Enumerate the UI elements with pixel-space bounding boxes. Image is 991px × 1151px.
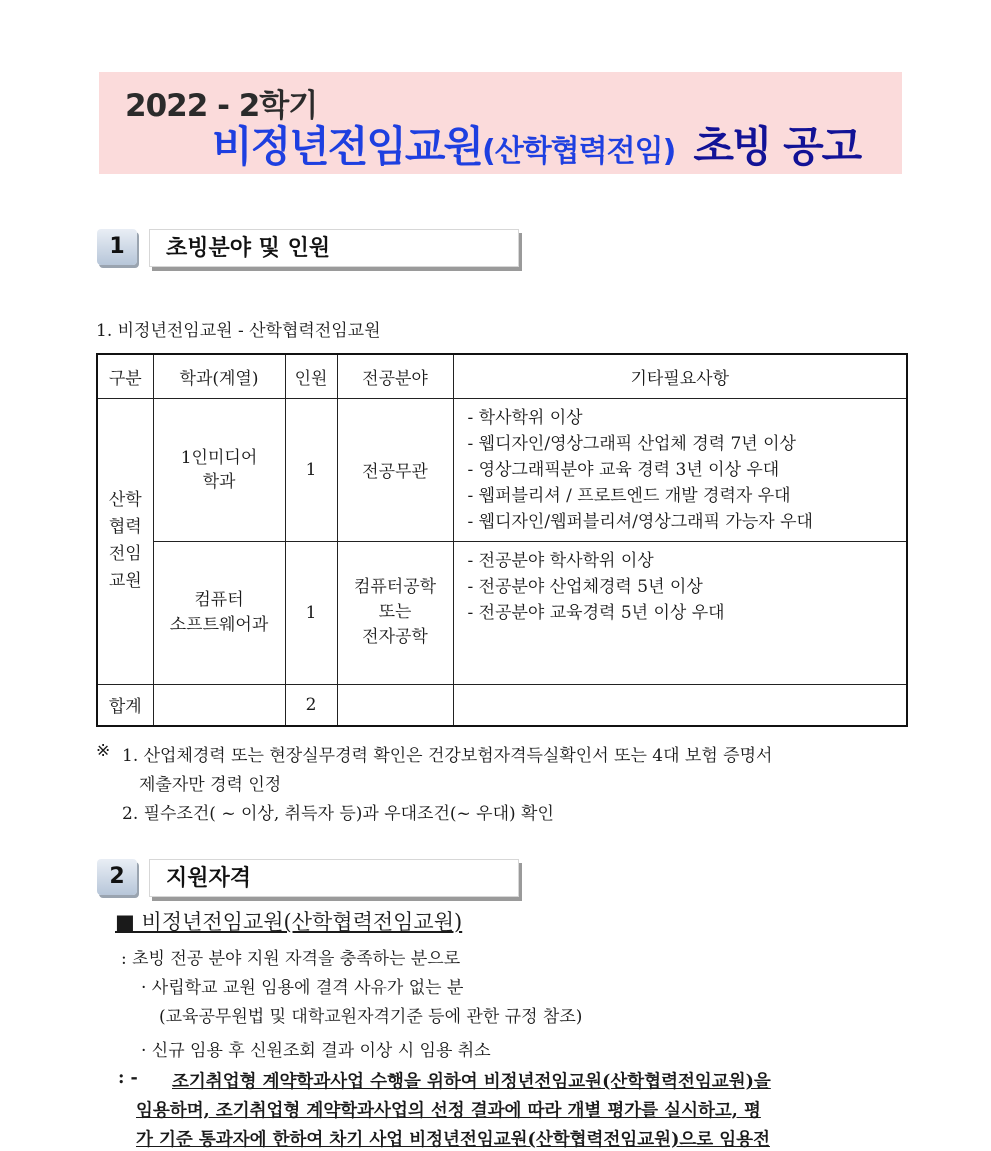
category-cell: 산학 협력 전임 교원 xyxy=(97,398,153,684)
count-cell: 1 xyxy=(285,398,337,541)
header-category: 구분 xyxy=(97,354,153,398)
major-cell: 컴퓨터공학 또는 전자공학 xyxy=(337,541,453,684)
section-2-title: 지원자격 xyxy=(149,859,519,897)
title-suffix: 초빙 공고 xyxy=(693,122,861,171)
requirements-cell: - 학사학위 이상 - 웹디자인/영상그래픽 산업체 경력 7년 이상 - 영상그래픽분야 교육 경력 3년 이상 우대 - 웹퍼블리셔 / 프로트엔드 개발 경력자 우대 - 웹디자인/웹퍼블리셔/영상그래픽 가능자 우대 xyxy=(453,398,907,541)
section-2-number: 2 xyxy=(97,859,137,895)
page-title xyxy=(212,114,860,174)
section-1-subtitle: 1. 비정년전임교원 - 산학협력전임교원 xyxy=(96,321,381,341)
title-semester: 2022 - 2학기 xyxy=(125,88,318,124)
department-cell: 컴퓨터 소프트웨어과 xyxy=(153,541,285,684)
note-2: 2. 필수조건( ~ 이상, 취득자 등)과 우대조건(~ 우대) 확인 xyxy=(122,804,554,824)
header-count: 인원 xyxy=(285,354,337,398)
table-row xyxy=(97,398,907,541)
qualification-intro: : 초빙 전공 분야 지원 자격을 충족하는 분으로 xyxy=(121,949,461,969)
qualification-note: (교육공무원법 및 대학교원자격기준 등에 관한 규정 참조) xyxy=(159,1007,583,1027)
bold-paragraph-line-1: 조기취업형 계약학과사업 수행을 위하여 비정년전임교원(산학협력전임교원)을 xyxy=(172,1072,771,1092)
bold-prefix: : - xyxy=(118,1068,138,1088)
header-department: 학과(계열) xyxy=(153,354,285,398)
requirements-cell: - 전공분야 학사학위 이상 - 전공분야 산업체경력 5년 이상 - 전공분야 교육경력 5년 이상 우대 xyxy=(453,541,907,684)
total-label: 합계 xyxy=(97,684,153,726)
section-1-number: 1 xyxy=(97,229,137,265)
total-count: 2 xyxy=(285,684,337,726)
header-requirements: 기타필요사항 xyxy=(453,354,907,398)
department-cell: 1인미디어 학과 xyxy=(153,398,285,541)
section-1-title: 초빙분야 및 인원 xyxy=(149,229,519,267)
qualification-item: · 신규 임용 후 신원조회 결과 이상 시 임용 취소 xyxy=(141,1041,491,1061)
section-2-heading: ■ 비정년전임교원(산학협력전임교원) xyxy=(115,910,463,934)
count-cell: 1 xyxy=(285,541,337,684)
major-cell: 전공무관 xyxy=(337,398,453,541)
recruitment-table xyxy=(96,353,908,727)
note-1-line-1: 1. 산업체경력 또는 현장실무경력 확인은 건강보험자격득실확인서 또는 4대 보험 증명서 xyxy=(122,746,773,766)
table-header-row xyxy=(97,354,907,398)
title-main: 비정년전임교원 xyxy=(212,122,483,171)
bold-paragraph-line-3: 가 기준 통과자에 한하여 차기 사업 비정년전임교원(산학협력전임교원)으로 임용전 xyxy=(136,1130,770,1150)
title-paren: (산학협력전임) xyxy=(482,134,676,169)
bold-paragraph-line-2: 임용하며, 조기취업형 계약학과사업의 선정 결과에 따라 개별 평가를 실시하고, 평 xyxy=(136,1101,761,1121)
qualification-item: · 사립학교 교원 임용에 결격 사유가 없는 분 xyxy=(141,978,464,998)
table-row xyxy=(97,541,907,684)
table-total-row xyxy=(97,684,907,726)
note-mark: ※ xyxy=(96,741,111,761)
header-major: 전공분야 xyxy=(337,354,453,398)
note-1-line-2: 제출자만 경력 인정 xyxy=(139,775,282,795)
